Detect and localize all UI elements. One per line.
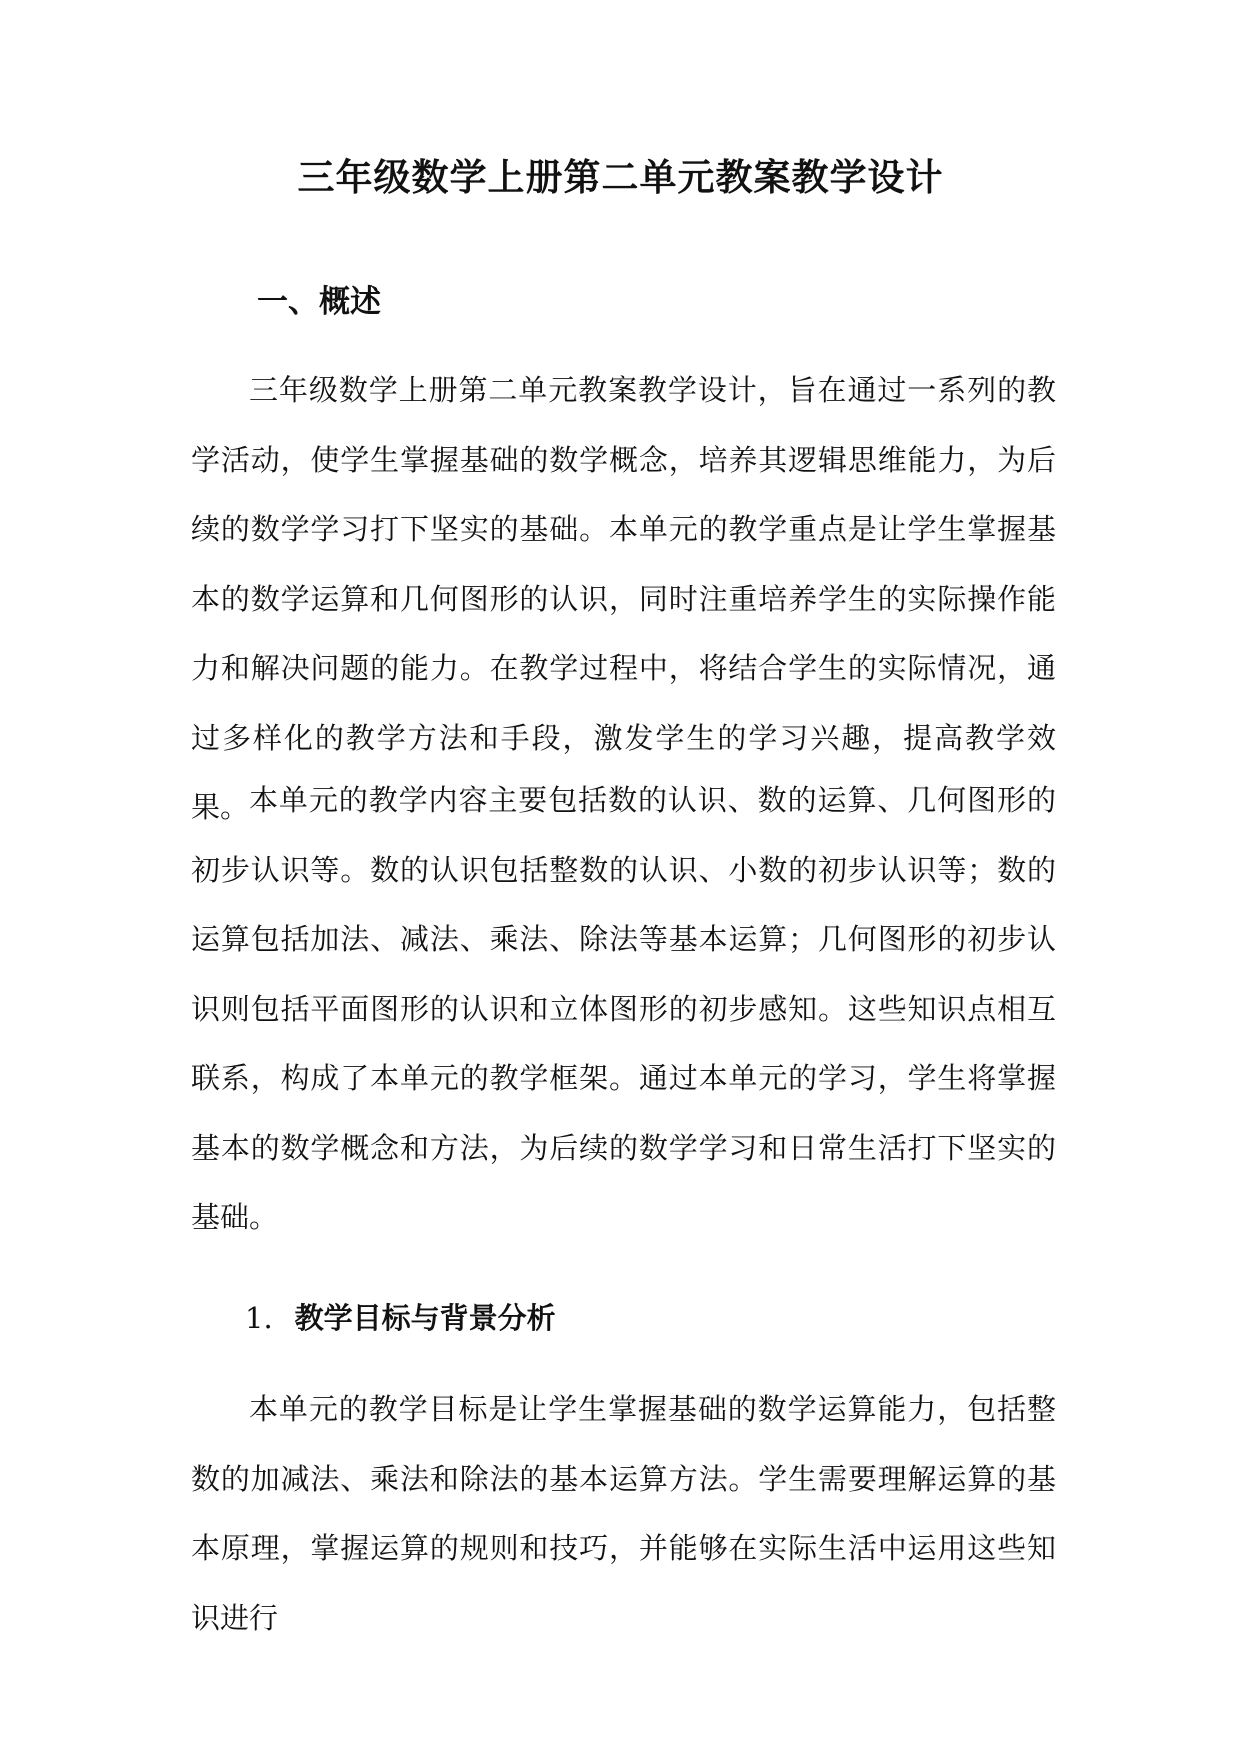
subsection-number: 1. bbox=[245, 1301, 273, 1335]
overview-paragraph-2: 本单元的教学内容主要包括数的认识、数的运算、几何图形的初步认识等。数的认识包括整数的认识、小数的初步认识等；数的运算包括加法、减法、乘法、除法等基本运算；几何图形的初步认识则包括平面图形的认识和立体图形的初步感知。这些知识点相互联系，构成了本单元的教学框架。通过本单元的学习，学生将掌握基本的数学概念和方法，为后续的数学学习和日常生活打下坚实的基础。 bbox=[191, 783, 1056, 1234]
objectives-paragraph: 本单元的教学目标是让学生掌握基础的数学运算能力，包括整数的加减法、乘法和除法的基本运算方法。学生需要理解运算的基本原理，掌握运算的规则和技巧，并能够在实际生活中运用这些知识进行 bbox=[191, 1392, 1056, 1635]
subsection-title: 教学目标与背景分析 bbox=[294, 1301, 556, 1335]
subsection-heading-objectives bbox=[245, 1293, 556, 1343]
document-title: 三年级数学上册第二单元教案教学设计 bbox=[297, 156, 944, 199]
overview-paragraph-1: 三年级数学上册第二单元教案教学设计，旨在通过一系列的教学活动，使学生掌握基础的数学概念，培养其逻辑思维能力，为后续的数学学习打下坚实的基础。本单元的教学重点是让学生掌握基本的数学运算和几何图形的认识，同时注重培养学生的实际操作能力和解决问题的能力。在教学过程中，将结合学生的实际情况，通过多样化的教学方法和手段，激发学生的学习兴趣，提高教学效果。 bbox=[191, 373, 1056, 824]
section-heading-overview: 一、概述 bbox=[257, 284, 381, 320]
